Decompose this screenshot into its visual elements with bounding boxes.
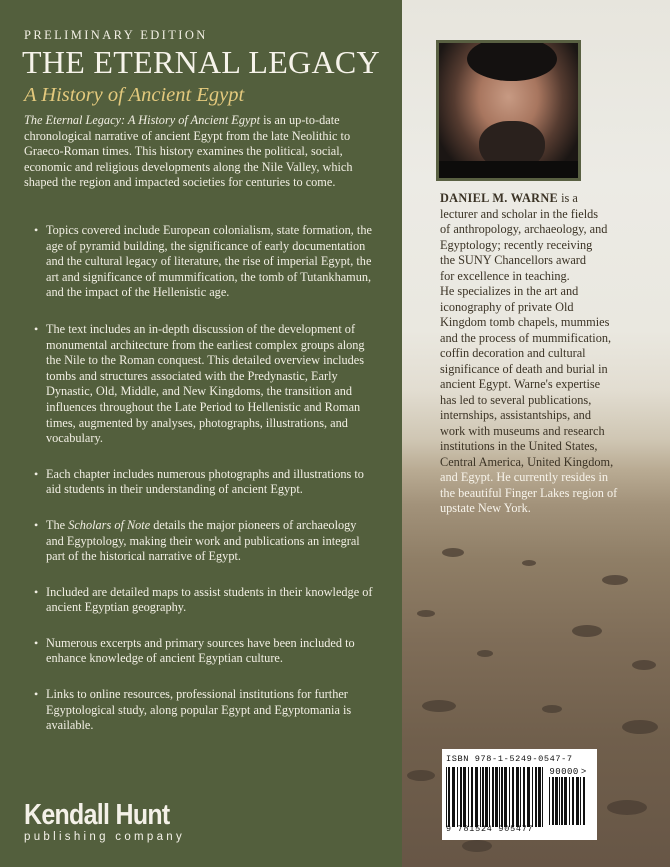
bio-line: internships, assistantships, and <box>440 408 591 422</box>
bio-line: and Egypt. He currently resides in <box>440 470 609 484</box>
bullet-icon: • <box>34 635 39 650</box>
bullet-icon: • <box>34 584 39 599</box>
intro-text: is an up-to-date chronological narrative of ancient Egypt from the late Neolithic to Graeco-Roman times. This history examines the political, social, economic and religious developments along the Nile Valley, which shaped the region and impacted societies for centuries to come. <box>24 113 353 190</box>
publisher-logo <box>24 800 193 844</box>
book-title: THE ETERNAL LEGACY <box>22 44 380 80</box>
author-bio <box>440 191 666 517</box>
barcode-bars <box>446 767 593 827</box>
bullet-icon: • <box>34 517 39 532</box>
publisher-name: Kendall Hunt <box>24 799 170 831</box>
barcode-box <box>442 749 597 840</box>
barcode-main-icon <box>446 767 545 827</box>
feature-item <box>30 687 375 734</box>
barcode-addon-icon <box>549 777 589 825</box>
edition-label: PRELIMINARY EDITION <box>24 28 208 42</box>
author-portrait-image <box>439 43 578 178</box>
feature-text-pre: The <box>46 517 69 532</box>
bio-line: DANIEL M. WARNE is a <box>440 191 578 205</box>
bio-line: of anthropology, archaeology, and <box>440 222 608 236</box>
feature-text-post: details the major pioneers of archaeology and Egyptology, making their work and publications an integral part of the historical narrative of Egypt. <box>46 517 360 564</box>
publisher-tagline: publishing company <box>24 831 186 843</box>
bullet-icon: • <box>34 687 39 702</box>
barcode-addon <box>549 767 593 827</box>
bio-line: He specializes in the art and <box>440 284 579 298</box>
bio-line: institutions in the United States, <box>440 439 598 453</box>
bullet-icon: • <box>34 466 39 481</box>
bio-line: work with museums and research <box>440 423 605 438</box>
addon-number: 90000 > <box>549 767 587 777</box>
feature-text: Numerous excerpts and primary sources have been included to enhance knowledge of ancient Egyptian culture. <box>46 635 355 666</box>
intro-title-italic: The Eternal Legacy: A History of Ancient Egypt <box>24 113 260 127</box>
feature-item <box>30 467 375 498</box>
bio-line: the SUNY Chancellors award <box>440 253 587 267</box>
author-photo <box>436 40 581 181</box>
bio-line: ancient Egypt. Warne's expertise <box>440 377 601 391</box>
addon-marker: > <box>580 767 587 777</box>
bio-line: for excellence in teaching. <box>440 268 570 283</box>
bio-line: and the process of mummification, <box>440 330 612 345</box>
barcode-number: 9 781524 905477 <box>446 824 534 834</box>
feature-item <box>30 322 375 447</box>
feature-list <box>30 223 375 734</box>
bio-line: Kingdom tomb chapels, mummies <box>440 315 610 329</box>
bio-line: coffin decoration and cultural <box>440 346 586 360</box>
bio-line: Central America, United Kingdom, <box>440 454 614 469</box>
isbn-label: ISBN 978-1-5249-0547-7 <box>446 754 573 764</box>
feature-item <box>30 518 375 565</box>
feature-text: Included are detailed maps to assist students in their knowledge of ancient Egyptian geography. <box>46 584 373 615</box>
feature-item <box>30 636 375 667</box>
feature-text: Links to online resources, professional institutions for further Egyptological study, along popular Egypt and Egyptomania is available. <box>46 687 352 733</box>
bio-line: lecturer and scholar in the fields <box>440 206 599 221</box>
feature-item <box>30 585 375 616</box>
feature-text: Each chapter includes numerous photographs and illustrations to aid students in their understanding of ancient Egypt. <box>46 466 364 497</box>
feature-text-italic: Scholars of Note <box>68 517 151 532</box>
bio-line: upstate New York. <box>440 501 531 515</box>
book-subtitle: A History of Ancient Egypt <box>24 84 245 106</box>
feature-item <box>30 223 375 301</box>
bio-line: the beautiful Finger Lakes region of <box>440 485 618 500</box>
bullet-icon: • <box>34 321 39 336</box>
bio-line: has led to several publications, <box>440 392 592 407</box>
bio-line: iconography of private Old <box>440 299 574 314</box>
intro-paragraph <box>24 113 384 191</box>
author-name: DANIEL M. WARNE <box>440 191 559 205</box>
feature-text: Topics covered include European colonialism, state formation, the age of pyramid building, the significance of early documentation and the cultural legacy of literature, the rise of imperial Egypt, the art and significance of mummification, the tomb of Tutankhamun, and the impact of the Hellenistic age. <box>46 223 372 300</box>
feature-text: The text includes an in-depth discussion of the development of monumental architecture from the earliest complex groups along the Nile to the Roman conquest. This detailed overview includes tombs and structures associated with the Predynastic, Early Dynastic, Old, Middle, and New Kingdoms, the transition and influences throughout the Late Period to Hellenistic and Roman times, augmented by analyses, photographs, illustrations, and vocabulary. <box>46 321 365 446</box>
bullet-icon: • <box>34 223 39 237</box>
bio-line: Egyptology; recently receiving <box>440 237 593 252</box>
bio-line: significance of death and burial in <box>440 361 608 376</box>
